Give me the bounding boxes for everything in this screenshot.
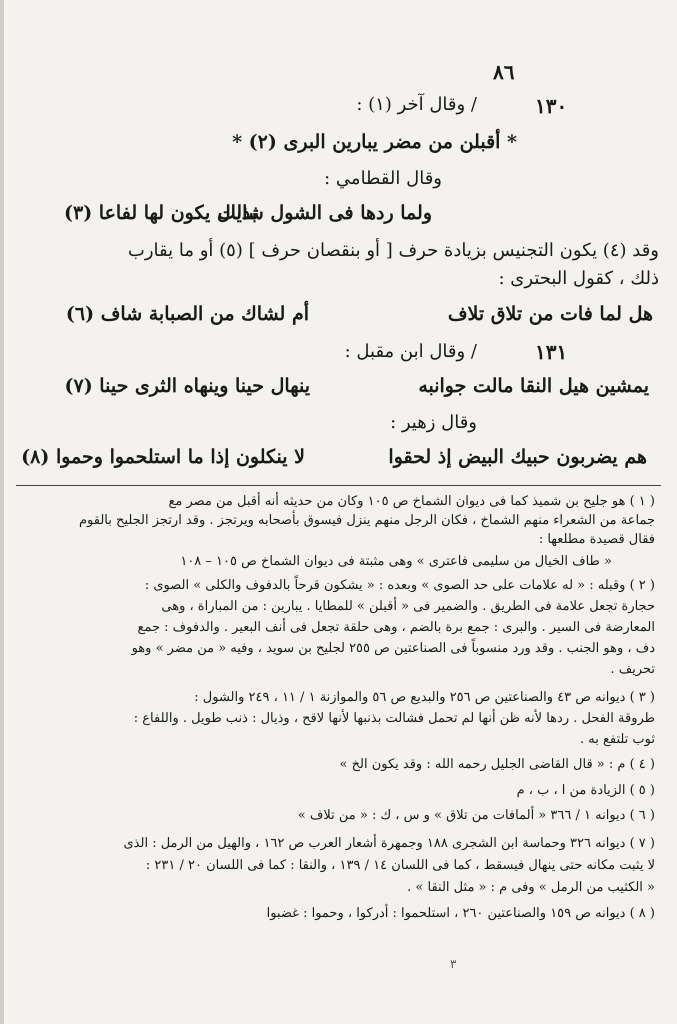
footnote-line: ( ٦ ) ديوانه ١ / ٣٦٦ « ألمافات من تلاق » و س ، ك : « من تلاف » — [297, 808, 655, 823]
footnote-line: لا يثبت مكانه حتى ينهال فيسقط ، كما فى اللسان ١٤ / ١٣٩ ، والنقا : كما فى اللسان ٢٠ / ٢٣١ : — [145, 858, 655, 873]
bottom-mark: ٣ — [450, 957, 457, 971]
verse-1-second: بذيال يكون لها لفاعا (٣) — [63, 202, 257, 224]
margin-number-130: ١٣٠ — [535, 94, 568, 118]
page-number: ٨٦ — [493, 60, 515, 84]
verse-1-first: ولما ردها فى الشول شالت — [217, 202, 432, 224]
footnote-line: طروقة الفحل . ردها لأنه ظن أنها لم تحمل فشالت بذنبها لأنها لاقح ، وذيال : ذنب طويل . واللفاع : — [133, 711, 655, 726]
footnote-line: ( ٥ ) الزيادة من ا ، ب ، م — [516, 783, 655, 798]
body-line-5: وقد (٤) يكون التجنيس بزيادة حرف [ أو بنقصان حرف ] (٥) أو ما يقارب — [127, 240, 659, 261]
footnote-line: ( ٤ ) م : « قال القاضى الجليل رحمه الله : وقد يكون الخ » — [339, 757, 655, 772]
verse-2-second: أم لشاك من الصبابة شاف (٦) — [65, 303, 309, 325]
body-line-8: / وقال ابن مقبل : — [344, 341, 477, 362]
footnote-line: ( ٧ ) ديوانه ٣٢٦ وحماسة ابن الشجرى ١٨٨ وجمهرة أشعار العرب ص ١٦٢ ، والهيل من الرمل : الذى — [123, 836, 655, 851]
verse-3-second: ينهال حينا وينهاه الثرى حينا (٧) — [64, 375, 310, 397]
body-line-6: ذلك ، كقول البحترى : — [498, 268, 659, 289]
footnote-line: ( ١ ) هو جليح بن شميذ كما فى ديوان الشماخ ص ١٠٥ وكان من حديثه أنه أقبل من مصر مع — [168, 494, 655, 509]
footnote-line: حجارة تجعل علامة فى الطريق . والضمير فى « أقبلن » للمطايا . يبارين : من المباراة ، وهى — [161, 599, 655, 614]
verse-4-first: هم يضربون حبيك البيض إذ لحقوا — [388, 446, 647, 468]
footnote-line: فقال قصيدة مطلعها : — [538, 532, 655, 547]
footnote-line: المعارضة فى السير . والبرى : جمع برة بالضم ، وهى حلقة تجعل فى أنف البعير . والدفوف : جمع — [137, 620, 655, 635]
footnote-line: ( ٨ ) ديوانه ص ١٥٩ والصناعتين ٢٦٠ ، استلحموا : أدركوا ، وحموا : غضبوا — [266, 906, 655, 921]
footnote-line: « طاف الخيال من سليمى فاعترى » وهى مثبتة فى ديوان الشماخ ص ١٠٥ – ١٠٨ — [180, 554, 612, 569]
body-line-3: وقال القطامي : — [324, 168, 442, 189]
verse-3-first: يمشين هيل النقا مالت جوانبه — [418, 375, 649, 397]
margin-number-131: ١٣١ — [535, 340, 568, 364]
footnote-divider — [16, 485, 661, 486]
footnote-line: ( ٢ ) وقبله : « له علامات على حد الصوى » وبعده : « يشكون قرحاً بالدفوف والكلى » الصوى : — [144, 578, 655, 593]
verse-2-first: هل لما فات من تلاق تلاف — [447, 303, 653, 325]
body-line-1: / وقال آخر (١) : — [356, 94, 477, 115]
footnote-line: تحريف . — [610, 662, 655, 677]
footnote-line: جماعة من الشعراء منهم الشماخ ، فكان الرجل منهم ينزل فيسوق بأصحابه ويرتجز . وقد ارتجز الجليح بالقوم — [79, 513, 655, 528]
body-line-2: * أقبلن من مضر يبارين البرى (٢) * — [232, 131, 517, 153]
page-edge-shadow — [0, 0, 4, 1024]
verse-4-second: لا ينكلون إذا ما استلحموا وحموا (٨) — [21, 446, 305, 468]
footnote-line: « الكثيب من الرمل » وفى م : « مثل النقا » . — [407, 880, 655, 895]
footnote-line: دف ، وهو الجنب . وقد ورد منسوباً فى الصناعتين ص ٢٥٥ لجليح بن سويد ، وفيه « من مضر » وهو — [131, 641, 655, 656]
footnote-line: ثوب تلتفع به . — [579, 732, 655, 747]
body-line-10: وقال زهير : — [390, 412, 477, 433]
footnote-line: ( ٣ ) ديوانه ص ٤٣ والصناعتين ص ٢٥٦ والبديع ص ٥٦ والموازنة ١ / ١١ ، ٢٤٩ والشول : — [194, 690, 655, 705]
